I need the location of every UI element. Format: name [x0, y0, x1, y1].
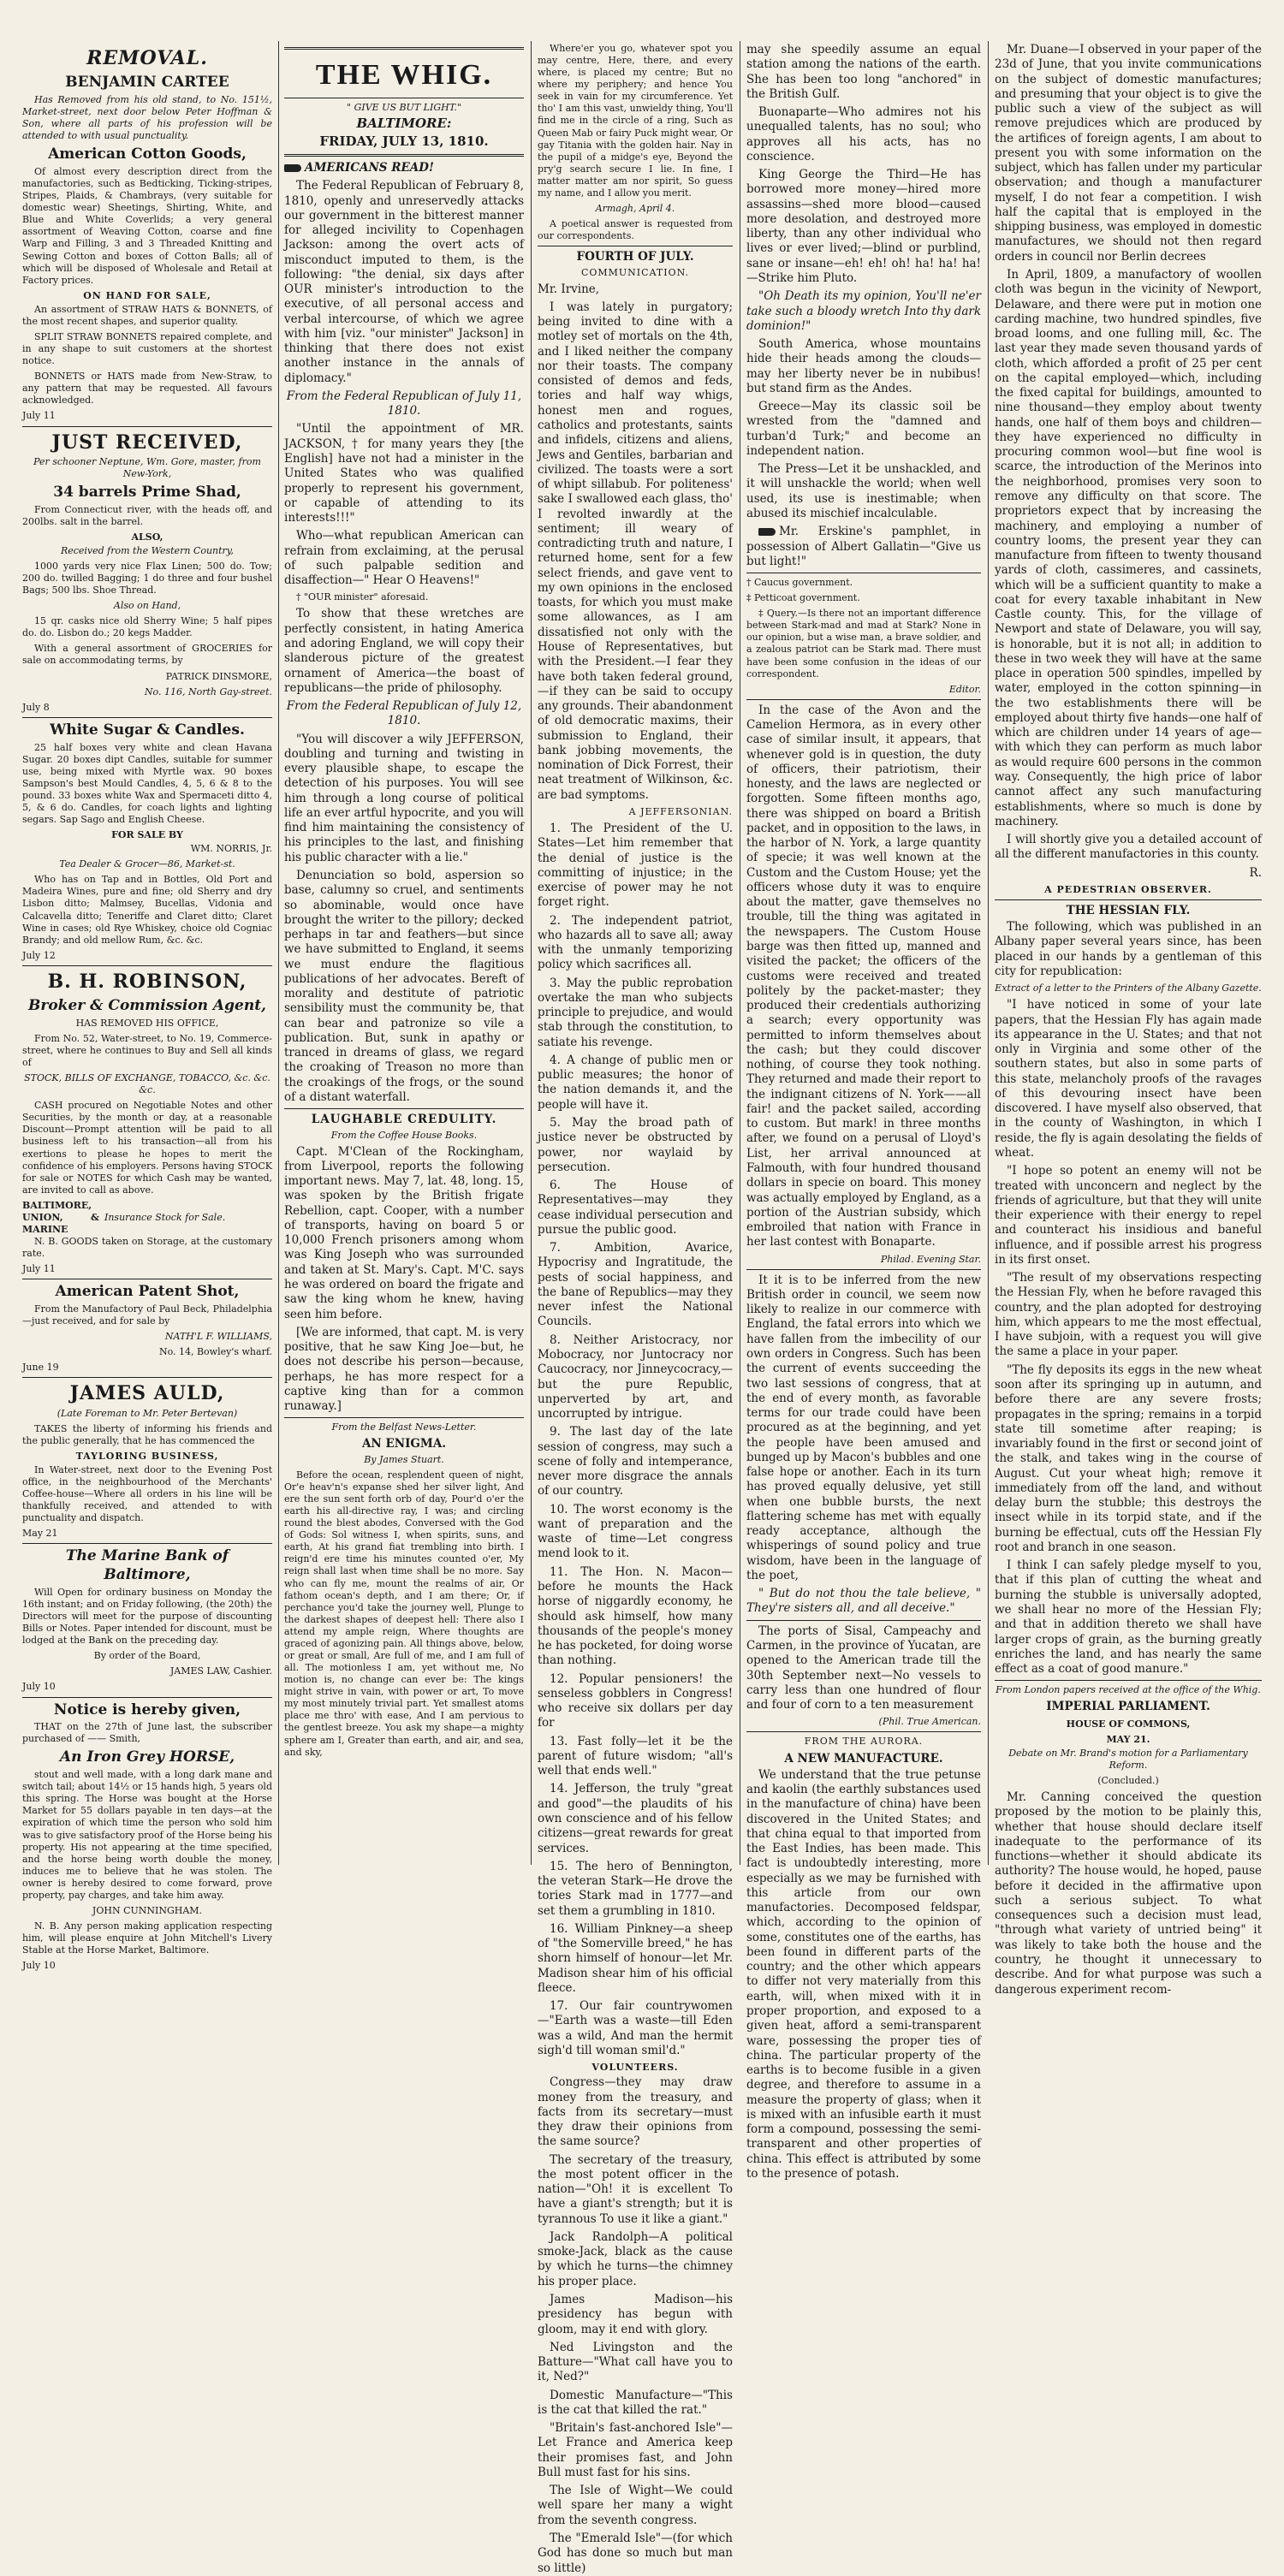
- pointing-hand-icon: [284, 164, 301, 172]
- greece-toast: Greece—May its classic soil be wrested from the "damned and turban'd Turk;" and become an independent nation.: [746, 400, 981, 458]
- aurora-source: FROM THE AURORA.: [804, 1736, 924, 1748]
- column-rule: [988, 41, 989, 1865]
- ad-divider: [22, 1697, 272, 1698]
- norris-address: Tea Dealer & Grocer—86, Market-st.: [59, 858, 235, 870]
- laugh-body: Capt. M'Clean of the Rockingham, from Liverpool, reports the following important news. May 7, lat. 48, long. 15, was spoken by the British frigate Rebellion, capt. Cooper, with a number of transports, having on board 5 or 10,000 French prisoners among whom was King Joseph who was surrounded and taken at St. Mary's. Capt. M'C. says he was ordered on board the frigate and saw the king whom he knew, having seen him before.: [284, 1144, 524, 1321]
- who-body: Who—what republican American can refrain from exclaiming, at the perusal of such palpable sedition and disaffection—" Hear O Heavens!": [284, 529, 524, 588]
- laugh-heading: LAUGHABLE CREDULITY.: [311, 1113, 497, 1127]
- pointing-hand-icon: [758, 528, 776, 536]
- manufacture-body: We understand that the true petunse and kaolin (the earthly substances used in the manufacture of china) have been discovered in the United States; and that china equal to that imported from the East Indies, has been made. This fact is undoubtedly interesting, more especially as we may be furnished with this article from our own manufactories. Decomposed feldspar, which, according to the opinion of some, constitutes one of the earths, has been found in different parts of the country; and the other which appears to differ not very materially from this earth, will, when mixed with it in proper proportion, and exposed to a given heat, afford a semi-transparent ware, possessing the proper ties of china. The particular property of the earths is to become fusible in a given degree, and therefore to assume in a measure the property of glass; when it is mixed with an infusible earth it must form a compound, possessing the semi-transparent and other properties of china. This effect is attributed by some to the presence of potash.: [746, 1767, 981, 2181]
- parliament-heading: IMPERIAL PARLIAMENT.: [1046, 1700, 1210, 1714]
- toast-item: 8. Neither Aristocracy, nor Mobocracy, nor Juntocracy nor Caucocracy, nor Jinneycocracy,—but the pure Republic, unperverted by art, and uncorrupted by intrigue.: [538, 1333, 733, 1422]
- phila-source: Philad. Evening Star.: [880, 1253, 981, 1265]
- toast-item: 12. Popular pensioners! the senseless gobblers in Congress! who receive six dollars per day for: [538, 1671, 733, 1730]
- ad-divider: [22, 1377, 272, 1378]
- enigma-source: From the Belfast News-Letter.: [331, 1422, 477, 1433]
- cartee-body: Has Removed from his old stand, to No. 151½, Market-street, next door below Peter Hoffman & Son, where all parts of his profession will be attended to with usual punctuality.: [22, 93, 272, 142]
- enigma-author: By James Stuart.: [364, 1453, 444, 1465]
- hessian-body1: "I have noticed in some of your late papers, that the Hessian Fly has again made its appearance in the U. States; and that not only in Virginia and some other of the southern states, but also in some parts of this state, melancholy proofs of the ravages of this devouring insect have been discovered. I have myself also observed, that in the county of Washington, in which I reside, the fly is again desolating the fields of wheat.: [995, 998, 1262, 1160]
- commons-heading: HOUSE OF COMMONS,: [1066, 1718, 1191, 1730]
- bank-heading: The Marine Bank of Baltimore,: [65, 1547, 229, 1584]
- poem-continued: Where'er you go, whatever spot you may centre, Here, there, and every where, is placed my centre; But no where my periphery; and hence You seek in vain for my circumference. Yet tho' I am this vast, unwieldy thing, You'll find me in the circle of a ring, Such as Queen Mab or fairy Puck might wear, Or gay Titania with the golden hair. Nay in the pupil of a midge's eye, Beyond the pry'g search secure I lie. In fine, I matter matter am nor spirit, So guess my name, and I allow you merit.: [538, 43, 733, 199]
- dinsmore-date: July 8: [22, 701, 50, 713]
- ad-divider: [22, 1543, 272, 1544]
- volunteer-item: Domestic Manufacture—"This is the cat that killed the rat.": [538, 2388, 733, 2417]
- south-america-toast: South America, whose mountains hide their heads among the clouds—may her liberty never be in nubibus! but stand firm as the Andes.: [746, 337, 981, 395]
- ad-divider: [22, 717, 272, 718]
- robinson-moved: HAS REMOVED HIS OFFICE,: [75, 1017, 219, 1029]
- hessian-body5: I think I can safely pledge myself to you, that if this plan of cutting the wheat and burning the stubble is universally adopted, we shall hear no more of the Hessian Fly; and that in addition thereto we shall have larger crops of grain, as the burning greatly enriches the land, and has nearly the same effect as a coat of good manure.": [995, 1558, 1262, 1677]
- footnote: † "OUR minister" aforesaid.: [296, 591, 429, 603]
- duane-letter: Mr. Duane—I observed in your paper of the 23d of June, that you invite communications on the subject of domestic manufactures; and presuming that your object is to give the public such a view of the subject as will remove prejudices which are produced by the artifices of foreign agents, I am about to present you with some information on the subject, which has fallen under my particular observation; and though a manufacturer myself, I do not fear a competition. I wish half the capital that is employed in the shipping business, was employed in domestic manufactures, we should not then regard orders in council nor Berlin decrees: [995, 43, 1262, 264]
- sisal-body: The ports of Sisal, Campeachy and Carmen, in the province of Yucatan, are opened to the American trade till the 30th September next—No vessels to carry less than one hundred of flour and four of corn to a ten measurement: [746, 1623, 981, 1712]
- bank-order: By order of the Board,: [93, 1650, 201, 1662]
- dinsmore-name: PATRICK DINSMORE,: [165, 670, 272, 682]
- enigma-heading: AN ENIGMA.: [361, 1437, 447, 1451]
- removal-heading: REMOVAL.: [86, 47, 208, 69]
- volunteer-item: Jack Randolph—A political smoke-Jack, black as the cause by which he turns—the chimney his proper place.: [538, 2229, 733, 2288]
- toast-item: 6. The House of Representatives—may they cease individual persecution and pursue the public good.: [538, 1178, 733, 1237]
- petticoat-note: ‡ Petticoat government.: [746, 592, 860, 604]
- readers-heading: AMERICANS READ!: [305, 160, 434, 175]
- toast-item: 3. May the public reprobation overtake the man who subjects principle to prejudice, and would stab through the constitution, to satiate his revenge.: [538, 976, 733, 1049]
- toast-item: 9. The last day of the late session of congress, may such a scene of folly and intemperance, never more disgrace the annals of our country.: [538, 1425, 733, 1499]
- auld-business: TAYLORING BUSINESS,: [75, 1450, 219, 1462]
- robinson-body: From No. 52, Water-street, to No. 19, Commerce-street, where he continues to Buy and Sell all kinds of: [22, 1032, 272, 1068]
- show-body: To show that these wretches are perfectly consistent, in hating America and adoring England, we will copy their slanderous picture of the greatest ornament of America—the boast of republicans—the pride of philosophy.: [284, 607, 524, 695]
- believe-verse: " But do not thou the tale believe, " They're sisters all, and all deceive.": [746, 1587, 981, 1616]
- robinson-cash: CASH procured on Negotiable Notes and other Securities, by the month or day, at a reasonable Discount—Prompt attention will be paid to all business left to his transaction—all from his exertions to please he hopes to merit the confidence of his employers. Persons having STOCK for sale or NOTES for which Cash may be wanted, are invited to call as above.: [22, 1100, 272, 1196]
- hessian-heading: THE HESSIAN FLY.: [1066, 903, 1191, 917]
- cartee-name: BENJAMIN CARTEE: [65, 74, 229, 92]
- toast-item: 1. The President of the U. States—Let him remember that the denial of justice is the committing of injustice; in the exercise of power may he not forget right.: [538, 821, 733, 910]
- volunteers-heading: VOLUNTEERS.: [591, 2062, 679, 2074]
- manufacture-heading: A NEW MANUFACTURE.: [784, 1751, 943, 1766]
- received-heading: JUST RECEIVED,: [51, 430, 243, 454]
- observer-signature: A PEDESTRIAN OBSERVER.: [1044, 883, 1212, 895]
- enigma-poem: Before the ocean, resplendent queen of night, Or'e heav'n's expanse shed her silver light, And ere the sun sent forth orb of day, Pour'd o'er the earth his all-directive ray, I was; and circling round the blest abodes, Conversed with the God of Gods: Sol witness I, when spirits, suns, and earth, At his grand fiat trembling into birth. I reign'd ere time his minutes counted o'er, My reign shall last when time shall be no more. Say who can fly me, mount the realms of air, Or fathom ocean's depth, and I am there; Or, if perchance you'd take the journey well, Plunge to the darkest shapes of deepest hell: There also I attend my ample reign, Where thoughts are graced of agonizing pain. All things above, below, or great or small, Are full of me, and I am full of all. The motionless I am, yet without me, No motion is, no change can ever be: The kings might strive in vain, with power or art, To move my most minutely trivial part. Yet smallest atoms place me thro' with ease, And I am pervious to the gentlest breeze. You ask my shape—a mighty sphere am I, Greater than earth, and air, and sea, and sky,: [284, 1469, 524, 1758]
- ad-divider: [22, 426, 272, 427]
- sisal-source: (Phil. True American.: [878, 1716, 981, 1728]
- signature: A JEFFERSONIAN.: [628, 805, 733, 817]
- column-news: [743, 43, 984, 2181]
- toast-item: 14. Jefferson, the truly "great and good"—the plaudits of his own conscience and of his fellow citizens—great rewards for great services.: [538, 1782, 733, 1855]
- buonaparte-toast: Buonaparte—Who admires not his unequalled talents, has no soul; who approves all his acts, has no conscience.: [746, 105, 981, 163]
- bank-cashier: JAMES LAW, Cashier.: [169, 1665, 272, 1677]
- hessian-intro: The following, which was published in an Albany paper several years since, has been placed in our hands by a gentleman of this city for republication:: [995, 920, 1262, 979]
- received-sub: Per schooner Neptune, Wm. Gore, master, from New-York,: [33, 455, 261, 479]
- april-end: I will shortly give you a detailed account of all the different manufactories in this county.: [995, 833, 1262, 862]
- horse-body: stout and well made, with a long dark mane and switch tail; about 14½ or 15 hands high, 5 years old this spring. The Horse was bought at the Horse Market for 55 dollars payable in ten days—at the expiration of which time the person who sold him was to give satisfactory proof of the Horse being his property. His not appearing at the time specified, and the horse being worth double the money, induces me to believe that he was stolen. The owner is hereby desired to come forward, prove property, pay charges, and take him away.: [22, 1769, 272, 1901]
- toast-item: 4. A change of public men or public measures; the honor of the nation demands it, and the people will have it.: [538, 1053, 733, 1112]
- query-note: ‡ Query.—Is there not an important difference between Stark-mad and mad at Stark? None in our opinion, but a wise man, a brave soldier, and a zealous patriot can be Stark mad. There must have been some confusion in the ideas of our correspondent.: [746, 608, 981, 680]
- denunciation: Denunciation so bold, aspersion so base, calumny so cruel, and sentiments so abominable, would once have brought the writer to the pillory; decked perhaps in tar and feathers—but since we have submitted to England, it seems we must endure the flagitious publications of her advocates. Bereft of morality and destitute of patriotic sensibility must the community be, that can bear and patronize so vile a publication. But, sunk in apathy or tranced in dreams of glass, we regard the croaking of Treason no more than the croakings of the frogs, or the sound of a distant waterfall.: [284, 869, 524, 1104]
- western-heading: Received from the Western Country,: [60, 544, 235, 556]
- masthead-rule: [284, 154, 524, 157]
- london-source: From London papers received at the office of the Whig.: [996, 1684, 1261, 1696]
- auld-body: TAKES the liberty of informing his friends and the public generally, that he has commenced the: [22, 1422, 272, 1446]
- column-rule: [278, 41, 279, 1865]
- volunteer-item: James Madison—his presidency has begun with gloom, may it end with glory.: [538, 2293, 733, 2336]
- masthead: [284, 56, 524, 94]
- article-divider: [746, 699, 981, 700]
- toast-item: 10. The worst economy is the want of preparation and the waste of time—Let congress mend look to it.: [538, 1502, 733, 1561]
- toast-list: [538, 822, 733, 2058]
- toast-item: 17. Our fair countrywomen—"Earth was a waste—till Eden was a wild, And man the hermit sigh'd till woman smil'd.": [538, 1999, 733, 2057]
- salutation: Mr. Irvine,: [538, 282, 600, 296]
- column-editorial: [281, 43, 527, 1865]
- shot-date: June 19: [22, 1362, 59, 1374]
- hessian-body2: "I hope so potent an enemy will not be treated with unconcern and neglect by the friends of agriculture, but that they will unite their experience with their energy to repel and counteract his insidious and baneful influence, and if possible arrest his progress in its first onset.: [995, 1164, 1262, 1267]
- masthead-title: THE WHIG.: [315, 59, 493, 91]
- volunteer-item: "Britain's fast-anchored Isle"—Let France and America keep their promises fast, and John Bull must fast for his sins.: [538, 2421, 733, 2479]
- groceries: With a general assortment of GROCERIES for sale on accommodating terms, by: [22, 643, 272, 667]
- cartee-straw: An assortment of STRAW HATS & BONNETS, of the most recent shapes, and superior quality.: [22, 303, 272, 327]
- cartee-hand: ON HAND FOR SALE,: [83, 289, 211, 301]
- fed-source: From the Federal Republican of July 11, 1810.: [286, 389, 522, 418]
- robinson-date: July 11: [22, 1263, 56, 1275]
- cunningham-name: JOHN CUNNINGHAM.: [92, 1905, 203, 1917]
- hessian-body3: "The result of my observations respecting the Hessian Fly, when he before ravaged this country, and the plan adopted for destroying him, which appears to me the most effectual, I have subjoin, with a request you will give the same a place in your paper.: [995, 1271, 1262, 1359]
- store-heading: Also on Hand,: [113, 600, 181, 612]
- communication-label: COMMUNICATION.: [580, 266, 690, 278]
- concluded-label: (Concluded.): [1097, 1774, 1159, 1786]
- shad-body: From Connecticut river, with the heads off, and 200lbs. salt in the barrel.: [22, 503, 272, 527]
- city-line: BALTIMORE:: [356, 115, 452, 131]
- emerald-continued: may she speedily assume an equal station among the nations of the earth. She has been too long "anchored" in the British Gulf.: [746, 43, 981, 101]
- date-line: FRIDAY, JULY 13, 1810.: [319, 133, 489, 149]
- column-advertisements: [19, 43, 276, 1972]
- laugh-source: From the Coffee House Books.: [330, 1129, 478, 1141]
- auld-body2: In Water-street, next door to the Evening Post office, in the neighbourhood of the Merchants' Coffee-house—Where all orders in his line will be thankfully received, and attended to with punctuality and dispatch.: [22, 1463, 272, 1524]
- shot-body: From the Manufactory of Paul Beck, Philadelphia—just received, and for sale by: [22, 1303, 272, 1327]
- article-divider: [746, 1269, 981, 1270]
- shot-address: No. 14, Bowley's wharf.: [158, 1346, 272, 1358]
- norris-name: WM. NORRIS, Jr.: [190, 843, 272, 855]
- shad-heading: 34 barrels Prime Shad,: [53, 483, 241, 501]
- editor-sign: Editor.: [948, 683, 981, 695]
- norris-body: Who has on Tap and in Bottles, Old Port and Madeira Wines, pure and fine; old Sherry and dry Lisbon ditto; Malmsey, Bucellas, Vidonia and Calcavella ditto; Teneriffe and Claret ditto; Claret Wine in cases; old Rye Whiskey, choice old Cogniac Brandy; and old mellow Rum, &c. &c.: [22, 874, 272, 946]
- notice-heading: Notice is hereby given,: [53, 1701, 241, 1718]
- volunteer-item: Congress—they may draw money from the treasury, and facts from its secretary—must they draw their opinions from the same source?: [538, 2075, 733, 2149]
- toast-item: 16. William Pinkney—a sheep of "the Somerville breed," he has shorn himself of honour—let Mr. Madison shear him of his official fleece.: [538, 1921, 733, 1995]
- toast-item: 15. The hero of Bennington, the veteran Stark—He drove the tories Stark mad in 1777—and set them a grumbling in 1810.: [538, 1859, 733, 1918]
- poem-signature: Armagh, April 4.: [595, 203, 675, 215]
- poem-note: A poetical answer is requested from our correspondents.: [538, 218, 733, 242]
- norris-date: July 12: [22, 949, 56, 961]
- also-label: ALSO,: [131, 531, 163, 543]
- readers-body: The Federal Republican of February 8, 1810, openly and unreservedly attacks our government in the bitterest manner for alleged incivility to Copenhagen Jackson: among the overt acts of misconduct imputed to them, is the following: "the denial, six days after OUR minister's introduction to the executive, of all personal access and verbal intercourse, of which we agree with him [viz. "our minister" Jackson] in thinking that there does not exist another instance in the annals of diplomacy.": [284, 179, 524, 385]
- sugar-heading: White Sugar & Candles.: [50, 721, 245, 739]
- article-divider: [995, 1680, 1262, 1681]
- toast-item: 11. The Hon. N. Macon—before he mounts the Hack horse of niggardly economy, he should ask himself, how many thousands of the people's money he has pocketed, for doing worse than nothing.: [538, 1564, 733, 1668]
- hessian-body4: "The fly deposits its eggs in the new wheat soon after its springing up in autumn, and before there are any severe frosts; propagates in the spring; remains in a torpid state till sometime after reaping; is invariably found in the first or second joint of the stalk, and takes wing in the course of August. Cut your wheat high; remove it immediately from off the land, and without delay burn the stubble; this destroys the insect while in its torpid state, and if the burning be effectual, cuts off the Hessian Fly root and branch in one season.: [995, 1362, 1262, 1554]
- article-divider: [746, 1620, 981, 1621]
- cartee-split: SPLIT STRAW BONNETS repaired complete, and in any shape to suit customers at the shortest notice.: [22, 330, 272, 367]
- volunteer-item: The "Emerald Isle"—(for which God has done so much but man so little): [538, 2531, 733, 2575]
- masthead-rule: [284, 47, 524, 50]
- fed-body: "Until the appointment of MR. JACKSON, † for many years they [the English] have not had a minister in the United States who was qualified properly to represent his government, or capable of attending to its interests!!!": [284, 422, 524, 525]
- cartee-goods: American Cotton Goods,: [48, 145, 247, 163]
- cunningham-date: July 10: [22, 1960, 56, 1972]
- observer-initial: R.: [1249, 865, 1262, 880]
- robinson-stock: STOCK, BILLS OF EXCHANGE, TOBACCO, &c. &c. &c.: [24, 1072, 270, 1096]
- bank-body: Will Open for ordinary business on Monday the 16th instant; and on Friday following, (the 20th) the Directors will meet for the purpose of discounting Bills or Notes. Paper intended for discount, must be lodged at the Bank on the preceding day.: [22, 1586, 272, 1647]
- shot-heading: American Patent Shot,: [55, 1283, 240, 1301]
- robinson-sub: Broker & Commission Agent,: [28, 997, 266, 1014]
- column-fourth-of-july: [534, 43, 736, 2575]
- king-george-toast: King George the Third—He has borrowed more money—hired more assassins—shed more blood—caused more desolation, and destroyed more liberty, than any other individual who lives or ever lived;—blind or purblind, sane or insane—eh! eh! oh! ha! ha! ha!—Strike him Pluto.: [746, 168, 981, 285]
- sugar-body: 25 half boxes very white and clean Havana Sugar. 20 boxes dipt Candles, suitable for summer use, being mixed with Myrtle wax. 90 boxes Sampson's best Mould Candles, 4, 5, 6 & 8 to the pound. 33 boxes white Wax and Spermaceti ditto 4, 5, & 6 do. Candles, for coach lights and lighting segars. Sap Sago and English Cheese.: [22, 741, 272, 825]
- robinson-heading: B. H. ROBINSON,: [47, 970, 247, 993]
- volunteer-item: The Isle of Wight—We could well spare her many a wight from the seventh congress.: [538, 2484, 733, 2527]
- insurance-note: Insurance Stock for Sale.: [104, 1211, 226, 1223]
- fed2-body: "You will discover a wily JEFFERSON, doubling and turning and twisting in every plausible shape, to escape the detection of his purposes. You will see him through a long course of political life an ever artful hypocrite, and you will find him maintaining the consistency of his principles to the last, and finishing his public character with a lie.": [284, 732, 524, 864]
- canning-body: Mr. Canning conceived the question proposed by the motion to be plainly this, whether that house should declare itself inadequate to the performance of its functions—whether it should abdicate its authority? The house would, he hoped, pause before it decided in the affirmative upon such a serious subject. To what consequences such a decision must lead, "through what variety of untried being" it was likely to take both the house and the country, he thought it unnecessary to describe. And for what purpose was such a dangerous experiment recom-: [995, 1790, 1262, 1997]
- cartee-list: Of almost every description direct from the manufactories, such as Bedticking, Ticking-stripes, Stripes, Plaids, & Chambrays, (very suitable for domestic wear) Sheetings, Shirting, White, and Blue and White Coverlids; a very general assortment of Weaving Cotton, coarse and fine Warp and Filling, 3 and 3 Threaded Knitting and Sewing Cotton and boxes of Cotton Balls; all of which will be disposed of Wholesale and Retail at Factory prices.: [22, 165, 272, 286]
- cartee-date: July 11: [22, 410, 56, 422]
- debate-title: Debate on Mr. Brand's motion for a Parliamentary Reform.: [1008, 1747, 1248, 1771]
- insurance-block: [22, 1200, 272, 1236]
- robinson-goods: N. B. GOODS taken on Storage, at the customary rate.: [22, 1236, 272, 1260]
- insurance-names: BALTIMORE, UNION, & MARINE: [22, 1199, 99, 1235]
- toast-item: 13. Fast folly—let it be the parent of future wisdom; "all's well that ends well.": [538, 1734, 733, 1778]
- auld-heading: JAMES AULD,: [69, 1382, 225, 1405]
- ad-divider: [22, 965, 272, 966]
- cartee-bonnets: BONNETS or HATS made from New-Straw, to any pattern that may be requested. All favours acknowledged.: [22, 371, 272, 407]
- april-body: In April, 1809, a manufactory of woollen cloth was begun in the vicinity of Newport, Delaware, and there were put in motion one carding machine, two hundred spindles, five broad looms, and one fulling mill, &c. The last year they made seven thousand yards of cloth, which afforded a profit of 25 per cent on the capital employed—which, including the fixed capital for buildings, amounted to nine thousand—they employ about twenty hands, one half of them boys and children—they have experienced no difficulty in procuring common wool—but fine wool is scarce, the introduction of the Merinos into the neighborhood, promises very soon to remove any difficulty on that score. The proprietors expect that by increasing the machinery, and employing a number of country looms, the present year they can manufacture from fifteen to twenty thousand yards of cloth, cassimeres, and cassinets, which will be a sufficient quantity to make a coat for every taxable inhabitant in New Castle county. This, for the village of Newport and state of Delaware, you will say, is honorable, but it is not all; in addition to these in two week they will have at the same place in operation 500 spindles, impelled by water, employed in the cotton spinning—in the two establishments there will be employed about thirty five hands—one half of which are children under 14 years of age—with which they can perform as much labor as would require 600 persons in the common way. Consequently, the high price of labor cannot affect any such manufacturing establishments, where so much is done by machinery.: [995, 267, 1262, 828]
- for-sale-by: FOR SALE BY: [111, 829, 183, 841]
- toast-item: 7. Ambition, Avarice, Hypocrisy and Ingratitude, the pests of social happiness, and the bane of Republics—may they never infest the National Councils.: [538, 1241, 733, 1329]
- erskine-toast: Mr. Erskine's pamphlet, in possession of Albert Gallatin—"Give us but light!": [746, 525, 981, 568]
- notice-body: THAT on the 27th of June last, the subscriber purchased of —— Smith,: [22, 1721, 272, 1745]
- horse-heading: An Iron Grey HORSE,: [59, 1748, 235, 1766]
- store-list: 15 qr. casks nice old Sherry Wine; 5 half pipes do. do. Lisbon do.; 20 kegs Madder.: [22, 615, 272, 639]
- column-correspondence: [991, 43, 1265, 1997]
- column-rule: [531, 41, 532, 1865]
- press-toast: The Press—Let it be unshackled, and it will unshackle the world; when well used, its use is inestimable; when abused its mischief incalculable.: [746, 462, 981, 520]
- bank-date: July 10: [22, 1681, 56, 1693]
- masthead-motto: " GIVE US BUT LIGHT.": [347, 101, 461, 113]
- fourth-heading: FOURTH OF JULY.: [576, 250, 694, 264]
- article-divider: [284, 1417, 524, 1418]
- caucus-note: † Caucus government.: [746, 577, 853, 589]
- shot-seller: NATH'L F. WILLIAMS,: [164, 1331, 272, 1343]
- volunteer-item: The secretary of the treasury, the most potent officer in the nation—"Oh! it is excellent To have a giant's strength; but it is tyrannous To use it like a giant.": [538, 2152, 733, 2226]
- auld-date: May 21: [22, 1528, 58, 1540]
- may21-date: MAY 21.: [1106, 1733, 1150, 1745]
- volunteer-list: [538, 2075, 733, 2576]
- auld-sub: (Late Foreman to Mr. Peter Bertevan): [56, 1407, 238, 1419]
- hessian-source: Extract of a letter to the Printers of the Albany Gazette.: [995, 982, 1262, 994]
- dinsmore-address: No. 116, North Gay-street.: [144, 686, 272, 697]
- cunningham-nb: N. B. Any person making application respecting him, will please enquire at John Mitchell's Livery Stable at the Horse Market, Baltimore.: [22, 1920, 272, 1956]
- british-body: It it is to be inferred from the new British order in council, we seem now likely to realize in our commerce with England, the fatal errors into which we have fallen from the imbecility of our own orders in Congress. Such has been the current of events succeeding the two last sessions of congress, that at the end of every month, as favorable terms for our trade could have been procured as at the beginning, and yet the people have been amused and bunged up by Macon's bubbles and one false hope or another. Each in its turn has proved equally delusive, yet still when one bubble bursts, the next flattering scheme has met with equally ready acceptance, although the whisperings of sound policy and true wisdom, have been in the language of the poet,: [746, 1273, 981, 1582]
- dark-dominion: "Oh Death its my opinion, You'll ne'er take such a bloody wretch Into thy dark dominion!": [746, 289, 981, 333]
- toast-item: 5. May the broad path of justice never be obstructed by power, nor waylaid by persecution.: [538, 1116, 733, 1174]
- avon-body: In the case of the Avon and the Camelion Hermora, as in every other case of similar insult, it appears, that whenever gold is in question, the duty of officers, their patriotism, their honesty, and the laws are neglected or forgotten. Some fifteen months ago, there was shipped on board a British packet, and in opposition to the laws, in the harbor of N. York, a large quantity of specie; it was well known at the Custom and the Custom House; yet the officers whose duty it was to enquire about the matter, gave themselves no trouble, till the thing was agitated in the newspapers. The Custom House barge was then fitted up, manned and visited the packet; the officers of the customs were received and treated politely by the packet-master; they produced their credentials authorizing a search; every opportunity was permitted to inform themselves about the cash; but they could discover nothing, of course they took nothing. They returned and made their report to the indignant citizens of N. York——all fair! and the packet sailed, according to custom. But mark! in three months after, we found on a perusal of Lloyd's List, her arrival announced at Falmouth, with four hundred thousand dollars in specie on board. This money was actually employed by England, as a portion of the Austrian subsidy, which embroiled that nation with France in her last contest with Bonaparte.: [746, 703, 981, 1249]
- article-divider: [746, 1731, 981, 1732]
- laugh-note: [We are informed, that capt. M. is very positive, that he saw King Joe—but, he does not describe his person—because, perhaps, he has more respect for a captive king than for a common runaway.]: [284, 1325, 524, 1414]
- toast-item: 2. The independent patriot, who hazards all to save all; away with the unmanly temporizing policy which sacrifices all.: [538, 913, 733, 972]
- fourth-body: I was lately in purgatory; being invited to dine with a motley set of mortals on the 4th, and I liked neither the company nor their toasts. The company consisted of demos and feds, tories and half way whigs, honest men and rogues, catholics and protestants, saints and infidels, citizens and aliens, Jews and Gentiles, barbarian and civilized. The toasts were a sort of whipt sillabub. For politeness' sake I swallowed each glass, tho' I revolted inwardly at the sentiment; ill weary of contradicting truth and nature, I returned home, sent for a few select friends, and gave vent to my own opinions in the enclosed toasts, for which you must make some allowances, as I am dissatisfied not only with the House of Representatives, but with the President.—I fear they have both taken federal ground,—if they can be said to occupy any grounds. Their abandonment of old democratic maxims, their submission to England, their bank jobbing movements, the nomination of Dick Forrest, their neat treatment of Wilkinson, &c. are bad symptoms.: [538, 300, 733, 802]
- article-divider: [284, 1108, 524, 1109]
- article-divider: [995, 899, 1262, 900]
- western-list: 1000 yards very nice Flax Linen; 500 do. Tow; 200 do. twilled Bagging; 1 do three and four bushel Bags; 500 lbs. Shoe Thread.: [22, 560, 272, 597]
- fed2-source: From the Federal Republican of July 12, 1810.: [286, 699, 522, 728]
- volunteer-item: Ned Livingston and the Batture—"What call have you to it, Ned?": [538, 2340, 733, 2384]
